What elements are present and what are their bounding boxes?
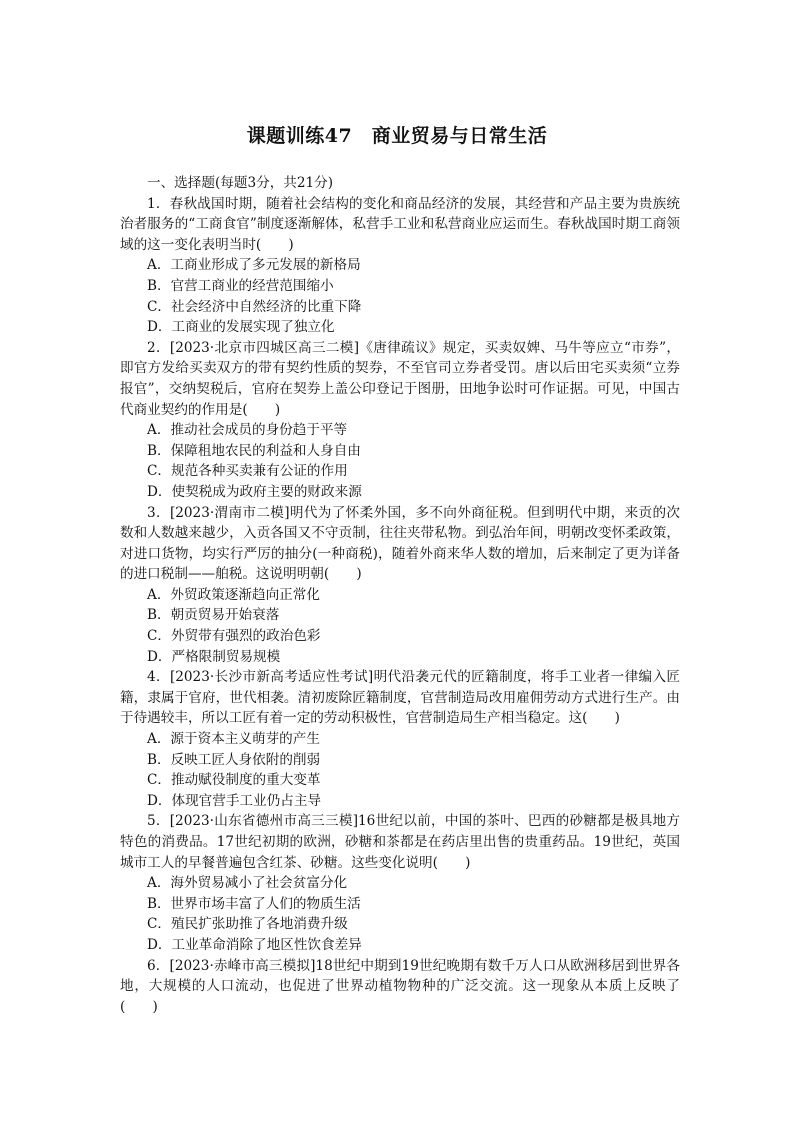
question-1 bbox=[120, 194, 680, 338]
option-b: B．朝贡贸易开始衰落 bbox=[147, 607, 280, 624]
question-stem: 1．春秋战国时期，随着社会结构的变化和商品经济的发展，其经营和产品主要为贵族统治者服务的“工商食官”制度逐渐解体，私营手工业和私营商业应运而生。春秋战国时期工商领域的这一变化表明当时( ) bbox=[120, 195, 680, 253]
option-c: C．外贸带有强烈的政治色彩 bbox=[147, 628, 321, 645]
option-a: A．海外贸易减小了社会贫富分化 bbox=[147, 875, 348, 892]
option-d: D．工业革命消除了地区性饮食差异 bbox=[147, 936, 362, 953]
question-stem: 4．[2023·长沙市新高考适应性考试]明代沿袭元代的匠籍制度，将手工业者一律编入匠籍，隶属于官府，世代相袭。清初废除匠籍制度，官营制造局改用雇佣劳动方式进行生产。由于待遇较丰，所以工匠有着一定的劳动积极性，官营制造局生产相当稳定。这( ) bbox=[120, 669, 680, 727]
option-d: D．工商业的发展实现了独立化 bbox=[147, 319, 335, 336]
option-c: C．殖民扩张助推了各地消费升级 bbox=[147, 916, 348, 933]
question-5 bbox=[120, 811, 680, 955]
option-a: A．工商业形成了多元发展的新格局 bbox=[147, 257, 361, 274]
option-b: B．保障租地农民的利益和人身自由 bbox=[147, 442, 361, 459]
question-stem: 3．[2023·渭南市二模]明代为了怀柔外国，多不向外商征税。但到明代中期，来贡的次数和人数越来越少，入贡各国又不守贡制，往往夹带私物。到弘治年间，明朝改变怀柔政策，对进口货物，均实行严厉的抽分(一种商税)，随着外商来华人数的增加，后来制定了更为详备的进口税制——舶税。这说明明朝( ) bbox=[120, 504, 680, 583]
question-stem: 5．[2023·山东省德州市高三三模]16世纪以前，中国的茶叶、巴西的砂糖都是极具地方特色的消费品。17世纪初期的欧洲，砂糖和茶都是在药店里出售的贵重药品。19世纪，英国城市工人的早餐普遍包含红茶、砂糖。这些变化说明( ) bbox=[120, 813, 680, 871]
option-d: D．使契税成为政府主要的财政来源 bbox=[147, 483, 362, 500]
option-a: A．推动社会成员的身份趋于平等 bbox=[147, 422, 348, 439]
option-d: D．体现官营手工业仍占主导 bbox=[147, 792, 322, 809]
question-3 bbox=[120, 503, 680, 668]
question-list bbox=[120, 173, 680, 1017]
question-stem: 2．[2023·北京市四城区高三二模]《唐律疏议》规定，买卖奴婢、马牛等应立“市券”，即官方发给买卖双方的带有契约性质的契券，不至官司立券者受罚。唐以后田宅买卖须“立券报官”，交纳契税后，官府在契券上盖公印登记于图册，田地争讼时可作证据。可见，中国古代商业契约的作用是( ) bbox=[120, 339, 680, 418]
option-c: C．推动赋役制度的重大变革 bbox=[147, 772, 321, 789]
option-a: A．源于资本主义萌芽的产生 bbox=[147, 731, 320, 748]
option-b: B．世界市场丰富了人们的物质生活 bbox=[147, 895, 361, 912]
option-c: C．社会经济中自然经济的比重下降 bbox=[147, 298, 362, 315]
option-a: A．外贸政策逐渐趋向正常化 bbox=[147, 586, 320, 603]
question-2 bbox=[120, 338, 680, 503]
section-heading: 一、选择题(每题3分，共21分) bbox=[147, 175, 334, 191]
question-stem: 6．[2023·赤峰市高三模拟]18世纪中期到19世纪晚期有数千万人口从欧洲移居到世界各地，大规模的人口流动，也促进了世界动植物物种的广泛交流。这一现象从本质上反映了( ) bbox=[120, 957, 680, 1015]
question-6 bbox=[120, 956, 680, 1018]
option-b: B．官营工商业的经营范围缩小 bbox=[147, 277, 334, 294]
option-c: C．规范各种买卖兼有公证的作用 bbox=[147, 463, 348, 480]
page-title: 课题训练47 商业贸易与日常生活 bbox=[246, 125, 548, 147]
question-4 bbox=[120, 667, 680, 811]
option-b: B．反映工匠人身依附的削弱 bbox=[147, 751, 321, 768]
option-d: D．严格限制贸易规模 bbox=[147, 648, 281, 665]
